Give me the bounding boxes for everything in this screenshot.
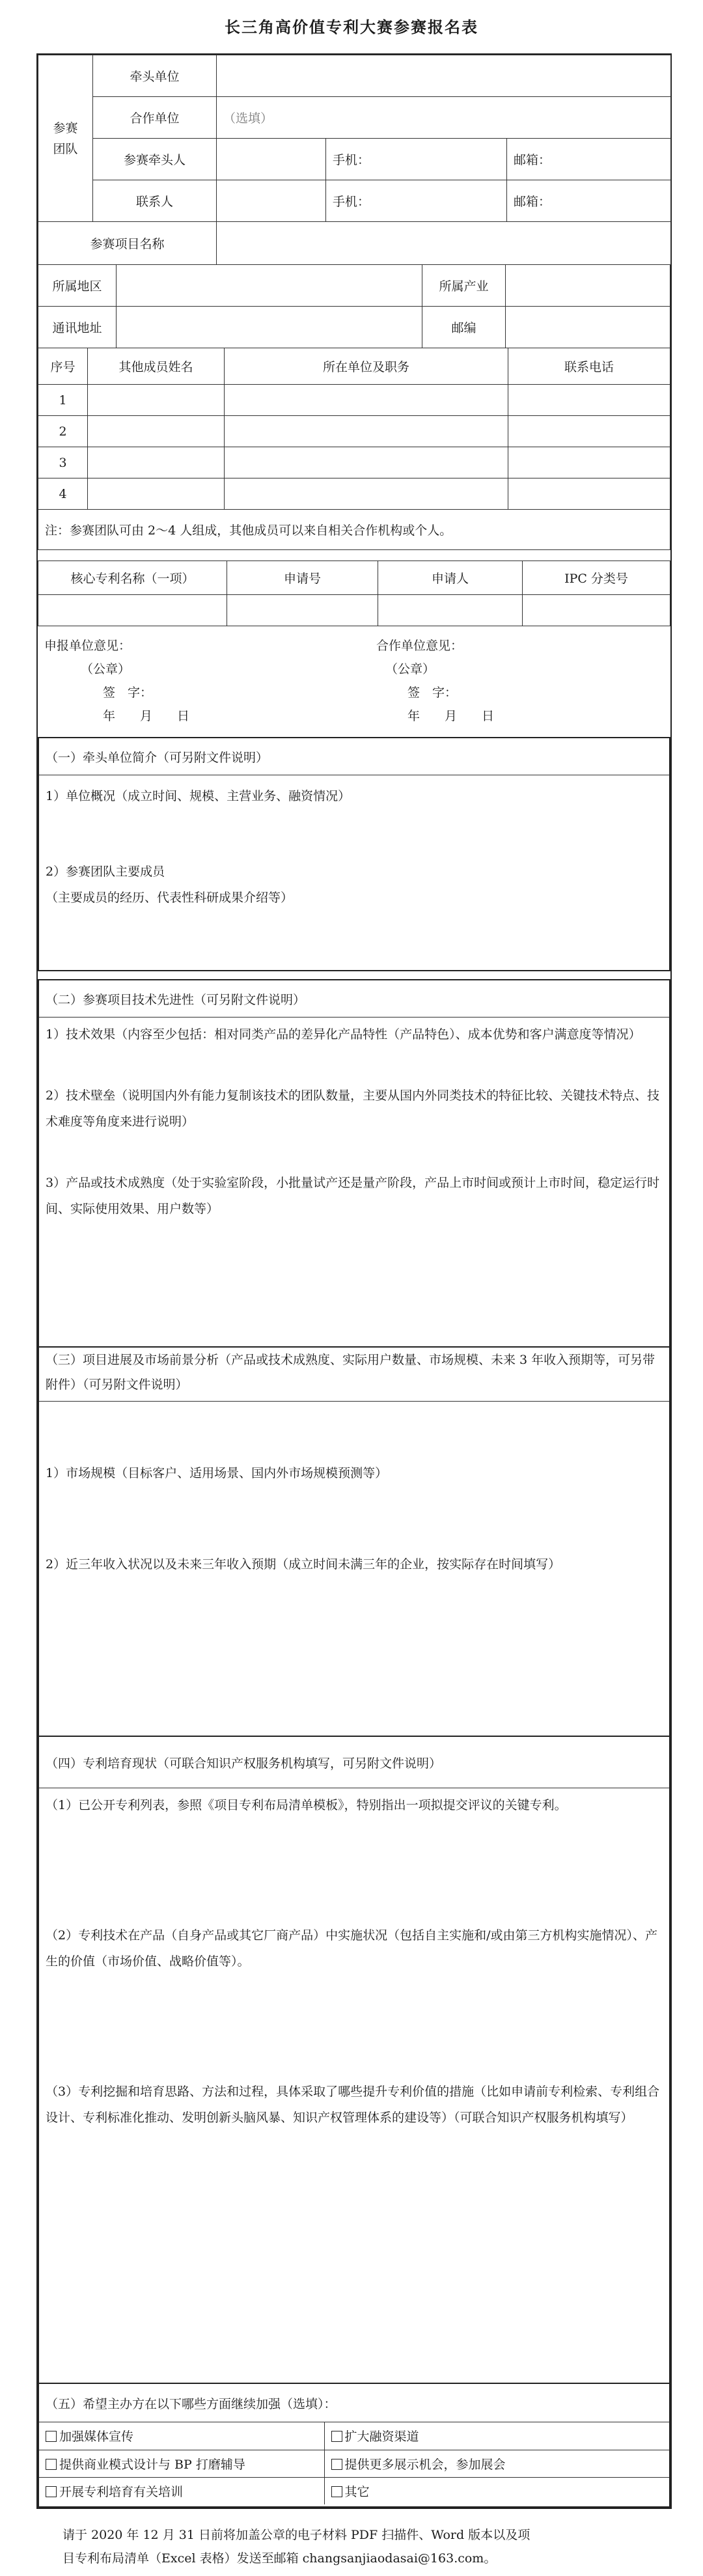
address-field[interactable]	[117, 307, 422, 348]
checkbox-icon	[331, 2459, 342, 2470]
member-phone-cell[interactable]	[508, 478, 670, 510]
zip-field[interactable]	[506, 307, 670, 348]
member-unit-cell[interactable]	[225, 385, 508, 416]
sign-label: 签 字：	[407, 686, 458, 700]
patent-table	[38, 561, 670, 626]
member-unit-cell[interactable]	[225, 447, 508, 478]
area-field[interactable]	[117, 265, 422, 307]
option-exhibit[interactable]	[324, 2450, 669, 2477]
industry-label: 所属产业	[422, 265, 506, 307]
members-header: 所在单位及职务	[225, 348, 508, 385]
checkbox-icon	[46, 2431, 57, 2442]
option-label: 扩大融资渠道	[344, 2430, 419, 2444]
option-label: 加强媒体宣传	[59, 2430, 134, 2444]
patent-name-cell[interactable]	[38, 595, 227, 626]
option-label: 开展专利培育有关培训	[59, 2484, 184, 2499]
members-header: 其他成员姓名	[88, 348, 225, 385]
member-phone-cell[interactable]	[508, 385, 670, 416]
section-four-item: （3）专利挖掘和培育思路、方法和过程，具体采取了哪些提升专利价值的措施（比如申请前专利检索、专利组合设计、专利标准化推动、发明创新头脑风暴、知识产权管理体系的建设等）（可联合知识产权服务机构填写）	[46, 2084, 660, 2125]
coop-opinion-title: 合作单位意见：	[376, 639, 463, 653]
contact-email-field[interactable]	[507, 180, 671, 222]
member-phone-cell[interactable]	[508, 416, 670, 447]
section-three	[38, 1346, 670, 1737]
section-four-item: （1）已公开专利列表，参照《项目专利布局清单模板》，特别指出一项拟提交评议的关键专利。	[46, 1798, 567, 1812]
patent-header: 申请号	[227, 561, 378, 595]
contact-phone-field[interactable]	[326, 180, 507, 222]
table-row	[38, 416, 670, 447]
section-two-item: 1）技术效果（内容至少包括：相对同类产品的差异化产品特性（产品特色）、成本优势和客户满意度等情况）	[46, 1027, 641, 1042]
form-frame	[36, 53, 672, 2509]
footer-line: 请于 2020 年 12 月 31 日前将加盖公章的电子材料 PDF 扫描件、Word 版本以及项	[62, 2528, 531, 2542]
team-group-label: 参赛团队	[38, 55, 93, 222]
member-name-cell[interactable]	[88, 416, 225, 447]
option-media[interactable]	[39, 2422, 324, 2450]
coop-unit-field[interactable]: （选填）	[217, 97, 671, 139]
zip-label: 邮编	[422, 307, 506, 348]
section-three-title: （三）项目进展及市场前景分析（产品或技术成熟度、实际用户数量、市场规模、未来 3 年收入预期等，可另带附件）（可另附文件说明）	[39, 1348, 669, 1402]
member-unit-cell[interactable]	[225, 478, 508, 510]
checkbox-icon	[331, 2431, 342, 2442]
checkbox-icon	[46, 2459, 57, 2470]
member-unit-cell[interactable]	[225, 416, 508, 447]
form-title: 长三角高价值专利大赛参赛报名表	[225, 18, 478, 36]
checkbox-icon	[46, 2486, 57, 2497]
patent-header: 核心专利名称（一项）	[38, 561, 227, 595]
footer-line: 目专利布局清单（Excel 表格）发送至邮箱 changsanjiaodasai@163.com。	[62, 2551, 497, 2566]
section-three-item: 1）市场规模（目标客户、适用场景、国内外市场规模预测等）	[46, 1466, 388, 1480]
area-label: 所属地区	[38, 265, 117, 307]
section-one	[38, 737, 670, 971]
checkbox-icon	[331, 2486, 342, 2497]
lead-email-field[interactable]	[507, 139, 671, 180]
lead-person-field[interactable]	[217, 139, 326, 180]
options-table	[39, 2422, 669, 2504]
seal-label: （公章）	[385, 662, 435, 676]
email-label: 邮箱：	[514, 153, 551, 167]
contact-field[interactable]	[217, 180, 326, 222]
row-number: 4	[38, 478, 88, 510]
section-two-item: 3）产品或技术成熟度（处于实验室阶段，小批量试产还是量产阶段，产品上市时间或预计上市时间，稳定运行时间、实际使用效果、用户数等）	[46, 1176, 660, 1216]
email-label: 邮箱：	[514, 195, 551, 209]
table-row	[38, 478, 670, 510]
option-label: 提供更多展示机会，参加展会	[344, 2457, 506, 2472]
lead-phone-field[interactable]	[326, 139, 507, 180]
member-name-cell[interactable]	[88, 447, 225, 478]
footer-note	[62, 2523, 661, 2570]
sign-label: 签 字：	[103, 686, 153, 700]
section-five-title: （五）希望主办方在以下哪些方面继续加强（选填）：	[39, 2384, 669, 2422]
patent-ipc-cell[interactable]	[523, 595, 670, 626]
patent-header: 申请人	[378, 561, 523, 595]
patent-appno-cell[interactable]	[227, 595, 378, 626]
row-number: 1	[38, 385, 88, 416]
phone-label: 手机：	[333, 153, 370, 167]
project-name-field[interactable]	[217, 222, 671, 265]
row-number: 2	[38, 416, 88, 447]
section-four	[38, 1736, 670, 2384]
address-label: 通讯地址	[38, 307, 117, 348]
section-one-item: 2）参赛团队主要成员	[46, 865, 165, 879]
seal-label: （公章）	[81, 662, 131, 676]
option-bp[interactable]	[39, 2450, 324, 2477]
date-label: 年 月 日	[407, 709, 495, 723]
member-name-cell[interactable]	[88, 385, 225, 416]
patent-applicant-cell[interactable]	[378, 595, 523, 626]
contact-label: 联系人	[93, 180, 217, 222]
section-one-item: （主要成员的经历、代表性科研成果介绍等）	[46, 891, 294, 905]
members-header: 联系电话	[508, 348, 670, 385]
table-row	[38, 385, 670, 416]
region-table	[38, 264, 670, 348]
team-table	[38, 55, 671, 265]
members-note: 注：参赛团队可由 2～4 人组成，其他成员可以来自相关合作机构或个人。	[38, 510, 670, 550]
section-four-title: （四）专利培育现状（可联合知识产权服务机构填写，可另附文件说明）	[39, 1737, 669, 1788]
project-name-label: 参赛项目名称	[38, 222, 217, 265]
section-three-item: 2）近三年收入状况以及未来三年收入预期（成立时间未满三年的企业，按实际存在时间填写）	[46, 1557, 561, 1572]
patent-header: IPC 分类号	[523, 561, 670, 595]
member-name-cell[interactable]	[88, 478, 225, 510]
section-two-title: （二）参赛项目技术先进性（可另附文件说明）	[39, 980, 669, 1018]
date-label: 年 月 日	[103, 709, 190, 723]
industry-field[interactable]	[506, 265, 670, 307]
section-two	[38, 979, 670, 1348]
phone-label: 手机：	[333, 195, 370, 209]
section-one-title: （一）牵头单位简介（可另附文件说明）	[39, 738, 669, 775]
lead-person-label: 参赛牵头人	[93, 139, 217, 180]
applicant-opinion-title: 申报单位意见：	[44, 639, 131, 653]
coop-unit-label: 合作单位	[93, 97, 217, 139]
option-other[interactable]	[324, 2477, 669, 2504]
member-phone-cell[interactable]	[508, 447, 670, 478]
lead-unit-label: 牵头单位	[93, 55, 217, 97]
section-five	[38, 2383, 670, 2508]
option-label: 其它	[344, 2484, 370, 2499]
members-table	[38, 348, 670, 550]
lead-unit-field[interactable]	[217, 55, 671, 97]
section-two-item: 2）技术壁垒（说明国内外有能力复制该技术的团队数量，主要从国内外同类技术的特征比较、关键技术特点、技术难度等角度来进行说明）	[46, 1088, 660, 1129]
row-number: 3	[38, 447, 88, 478]
members-header: 序号	[38, 348, 88, 385]
option-label: 提供商业模式设计与 BP 打磨辅导	[59, 2457, 245, 2472]
section-one-item: 1）单位概况（成立时间、规模、主营业务、融资情况）	[46, 789, 351, 803]
opinions-block	[38, 626, 670, 738]
table-row	[38, 447, 670, 478]
option-training[interactable]	[39, 2477, 324, 2504]
section-four-item: （2）专利技术在产品（自身产品或其它厂商产品）中实施状况（包括自主实施和/或由第三方机构实施情况）、产生的价值（市场价值、战略价值等）。	[46, 1928, 657, 1969]
option-financing[interactable]	[324, 2422, 669, 2450]
